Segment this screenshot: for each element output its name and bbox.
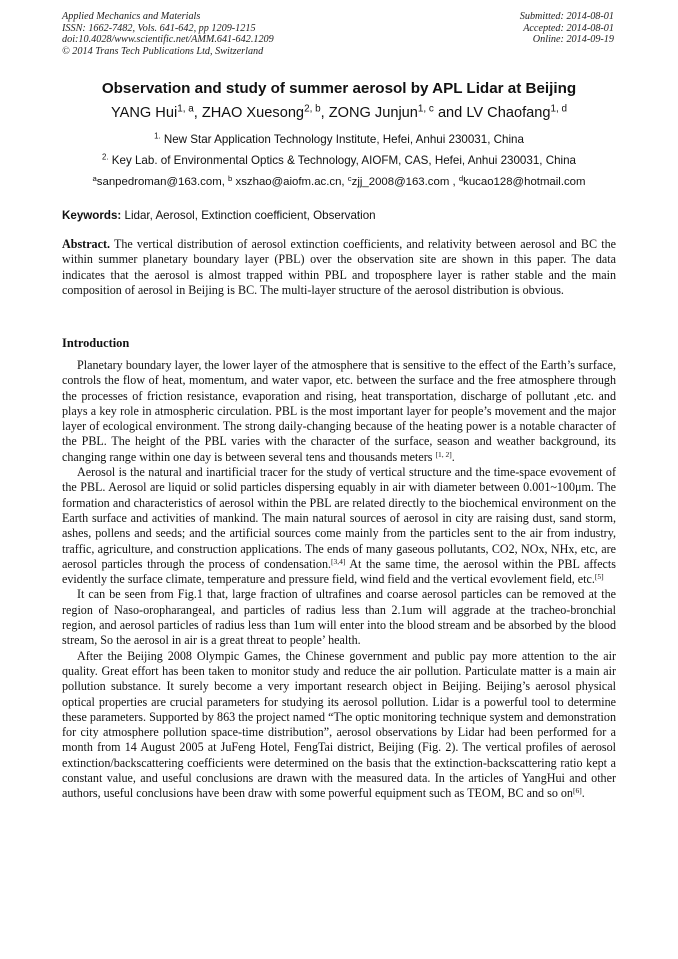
keywords	[62, 209, 616, 223]
accepted-date: Accepted: 2014-08-01	[523, 22, 614, 34]
email-link[interactable]: xszhao@aiofm.ac.cn,	[232, 176, 348, 188]
author-list: YANG Hui$^{1, a}$, ZHAO Xuesong$^{2, b}$, ZONG Junjun$^{1, c}$ and LV Chaofang$^{1, d}$	[110, 103, 568, 121]
journal-copyright: © 2014 Trans Tech Publications Ltd, Switzerland	[62, 45, 264, 57]
submission-dates	[520, 11, 614, 46]
author-name: ZHAO Xuesong	[201, 105, 305, 121]
journal-doi: doi:10.4028/www.scientific.net/AMM.641-642.1209	[62, 34, 274, 46]
email-link[interactable]: zjj_2008@163.com ,	[351, 176, 459, 188]
affiliation-1: $^{1.}$ New Star Application Technology Institute, Hefei, Anhui 230031, China	[154, 131, 524, 146]
introduction-body	[62, 358, 616, 802]
submitted-date: Submitted: 2014-08-01	[519, 11, 614, 22]
author-name: YANG Hui	[110, 105, 178, 121]
abstract	[62, 237, 616, 298]
author-affiliation-mark: 1, a	[177, 103, 194, 115]
keywords-label: Keywords:	[62, 209, 122, 222]
online-date: Online: 2014-09-19	[532, 34, 614, 46]
paragraph: Planetary boundary layer, the lower layer of the atmosphere that is sensitive to the effect of the Earth’s surface, controls the flow of heat, momentum, and water vapor, etc. between the surface and the free atmosphere through the processes of friction resistance, evaporation and rising, heat transportation, discharge of pollutant ,etc. and plays a key role in atmospheric circulation. PBL is the most important layer for people’s movement and the major layer of ecological environment. The strong daily-changing because of the heating power is a notable character of the PBL. The height of the PBL varies with the character of the surface, season and weather background, its changing range within one day is between several tens and thousands meters [1, 2].	[62, 358, 616, 464]
author-affiliation-mark: 1, c	[417, 103, 434, 115]
paper-title: Observation and study of summer aerosol by APL Lidar at Beijing	[101, 80, 577, 97]
citation: [3,4]	[331, 556, 346, 566]
journal-name: Applied Mechanics and Materials	[62, 11, 201, 22]
author-affiliation-mark: 2, b	[304, 103, 321, 115]
abstract-label: Abstract.	[62, 237, 111, 251]
affiliation-2: $^{2.}$ Key Lab. of Environmental Optics & Technology, AIOFM, CAS, Hefei, Anhui 230031, China	[101, 152, 577, 167]
paragraph: Aerosol is the natural and inartificial tracer for the study of vertical structure and the time-space evovement of the PBL. Aerosol are liquid or solid particles dispersing equably in air with diameter between 0.001~100μm. The formation and characteristics of aerosol within the PBL are related directly to the biochemical environment on the Earth surface and activities of mankind. The main natural sources of aerosol in city are raising dust, sand storm, ashes, pollens and seeds; and the artificial sources come mainly from the particles sent to the air from industry, traffic, agriculture, and construction applications. The ends of many gaseous pollutants, CO2, NOx, NHx, etc, are aerosol particles through the process of condensation.[3,4] At the same time, the aerosol within the PBL affects evidently the surface climate, temperature and pressure field, wind field and the vertical evovlement field, etc.[5]	[62, 465, 616, 587]
citation: [1, 2]	[435, 449, 452, 459]
author-affiliation-mark: 1, d	[550, 103, 568, 115]
citation: [5]	[594, 572, 604, 582]
keywords-text: Lidar, Aerosol, Extinction coefficient, Observation	[121, 209, 376, 222]
email-link[interactable]: kucao128@hotmail.com	[463, 176, 586, 188]
paragraph: After the Beijing 2008 Olympic Games, the Chinese government and public pay more attention to the air quality. Great effort has been taken to monitor study and reduce the air pollution. Particulate matter is a main air pollution substance. It surely become a very important research object in Beijing. Beijing’s aerosol physical optical properties are crucial parameters for studying its aerosol pollution. Lidar is a powerful tool to determine these parameters. Supported by 863 the project named “The optic monitoring technique system and demonstration for city atmosphere pollution space-time distribution”, aerosol observations by Lidar had been performed for a month from 14 August 2005 at JuFeng Hotel, FengTai district, Beijing (Fig. 2). The vertical profiles of aerosol extinction/backscattering coefficients were determined on the basis that the extinction-backscattering ratio kept a constant value, and useful conclusions are drawn with the measured data. In the articles of YangHui and other authors, useful conclusions have been draw with some powerful equipment such as TEOM, BC and so on[6].	[62, 648, 616, 801]
author-name: LV Chaofang	[466, 105, 551, 121]
section-heading-introduction: Introduction	[62, 336, 130, 350]
paragraph: It can be seen from Fig.1 that, large fraction of ultrafines and coarse aerosol particles can be removed at the region of Naso-oropharangeal, and particles of radius less than 2.1um will aggrade at the tracheo-bronchial region, and aerosol particles of radius less than 1um will enter into the blood stream and be absorbed by the blood stream, So the aerosol in air is a great threat to people’ health.	[62, 587, 616, 648]
abstract-text: The vertical distribution of aerosol extinction coefficients, and relativity between aerosol and BC the within summer planetary boundary layer (PBL) over the observation site are shown in this paper. The data indicates that the aerosol is almost trapped within PBL and troposphere layer is rather stable and the main composition of aerosol in Beijing is BC. The multi-layer structure of the aerosol distribution is obvious.	[62, 237, 616, 297]
citation: [6]	[572, 786, 582, 796]
author-name: ZONG Junjun	[328, 105, 418, 121]
author-emails: $^a$sanpedroman@163.com, $^b$ xszhao@aiofm.ac.cn, $^c$zjj_2008@163.com , $^d$kucao128@hotmail.com	[92, 173, 586, 188]
email-link[interactable]: sanpedroman@163.com,	[96, 176, 229, 188]
journal-issn: ISSN: 1662-7482, Vols. 641-642, pp 1209-1215	[62, 22, 256, 34]
journal-info	[62, 11, 274, 57]
